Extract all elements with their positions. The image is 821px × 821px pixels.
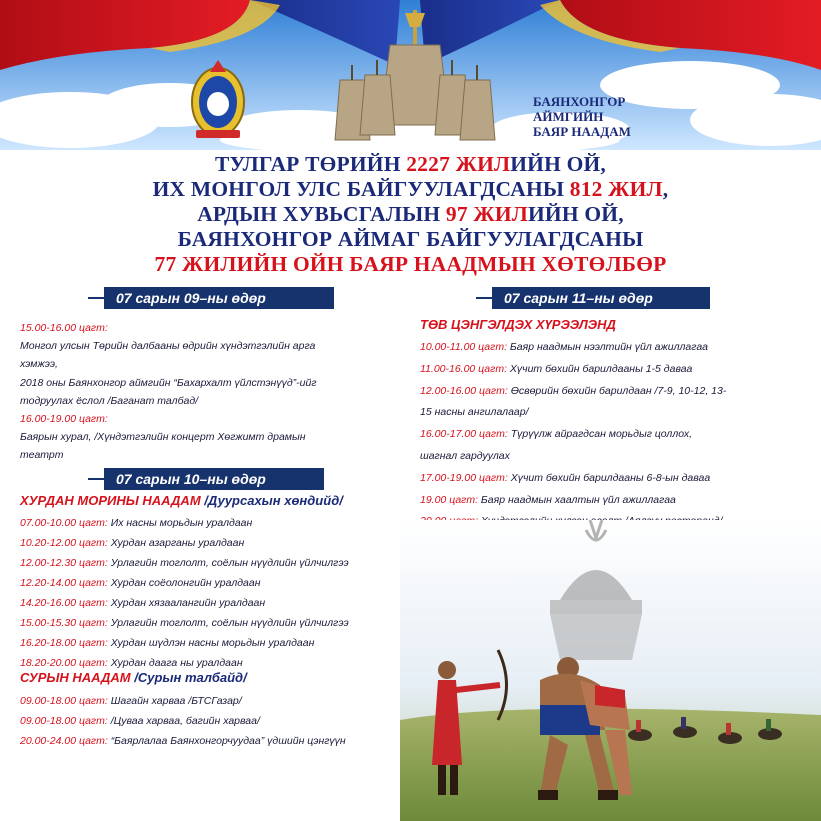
schedule-time: 16.20-18.00 цагт:: [20, 637, 111, 649]
schedule-text: Хурдан хязаалангийн уралдаан: [110, 597, 266, 609]
schedule-text: Баяр наадмын хаалтын үйл ажиллагаа: [480, 493, 676, 506]
schedule-line: [20, 446, 390, 464]
schedule-line: [20, 533, 410, 553]
schedule-line: [420, 359, 810, 381]
schedule-text: Хурдан соёолонгийн уралдаан: [110, 577, 261, 589]
schedule-text: Хүчит бөхийн барилдааны 6-8-ын даваа: [510, 471, 711, 484]
schedule-text: хэмжээ,: [20, 358, 58, 371]
schedule-time: 16.00-17.00 цагт:: [420, 428, 511, 441]
schedule-line: [20, 573, 410, 593]
headline-segment: 2227 ЖИЛ: [406, 152, 511, 176]
headline-segment: 97 ЖИЛ: [445, 202, 528, 226]
schedule-time: 20.00-24.00 цагт:: [20, 735, 111, 747]
schedule-text: Урлагийн тоглолт, соёлын нүүдлийн үйлчилгээ: [110, 557, 349, 569]
schedule-line: [20, 392, 390, 410]
schedule-line: [420, 490, 810, 512]
section1-name: ХУРДАН МОРИНЫ НААДАМ: [20, 493, 201, 508]
schedule-time: 18.20-20.00 цагт:: [20, 657, 111, 669]
headline-segment: АРДЫН ХУВЬСГАЛЫН: [197, 202, 446, 226]
schedule-text: Шагайн харваа /БТСГазар/: [110, 695, 242, 707]
schedule-text: Баярын хурал, /Хүндэтгэлийн концерт Хөгжимт драмын: [20, 431, 306, 444]
schedule-text: /Цуваа харваа, багийн харваа/: [110, 715, 260, 727]
day2-section2-title: [20, 670, 247, 685]
emblem-icon: [188, 58, 248, 140]
schedule-line: [420, 402, 810, 424]
section1-location: /Дуурсахын хөндийд/: [200, 493, 343, 508]
schedule-text: 2018 оны Баянхонгор аймгийн “Бахархалт үйлстэнүүд”-ийг: [20, 376, 317, 389]
schedule-time: 19.00 цагт:: [420, 493, 481, 506]
schedule-line: [20, 337, 390, 355]
corner-title-line: БАЯР НААДАМ: [533, 124, 631, 139]
schedule-line: [20, 613, 410, 633]
schedule-line: [420, 381, 810, 403]
schedule-line: [20, 711, 410, 731]
schedule-line: [20, 553, 410, 573]
headline-segment: БАЯНХОНГОР АЙМАГ БАЙГУУЛАГДСАНЫ: [177, 227, 644, 251]
schedule-line: [20, 513, 410, 533]
headline-line: [0, 227, 821, 252]
schedule-text: Хурдан азарганы уралдаан: [110, 537, 245, 549]
headline-segment: ТУЛГАР ТӨРИЙН: [215, 152, 407, 176]
schedule-time: 12.00-12.30 цагт:: [20, 557, 111, 569]
schedule-time: 15.00-16.00 цагт:: [20, 322, 108, 334]
schedule-time: 11.00-16.00 цагт:: [420, 362, 510, 375]
schedule-line: [20, 593, 410, 613]
headline-segment: ИХ МОНГОЛ УЛС БАЙГУУЛАГДСАНЫ: [152, 177, 570, 201]
schedule-text: шагнал гардуулах: [420, 449, 510, 462]
headline: [0, 152, 821, 277]
schedule-time: 10.00-11.00 цагт:: [420, 341, 510, 353]
schedule-line: [20, 633, 410, 653]
headline-line: [0, 177, 821, 202]
corner-title: [533, 94, 673, 139]
schedule-text: Хурдан даага ны уралдаан: [110, 657, 243, 669]
schedule-time: 09.00-18.00 цагт:: [20, 715, 111, 727]
schedule-text: Хүчит бөхийн барилдааны 1-5 даваа: [509, 362, 693, 375]
schedule-text: Урлагийн тоглолт, соёлын нүүдлийн үйлчилгээ: [110, 617, 349, 629]
schedule-text: тодруулах ёслол /Баганат талбад/: [20, 394, 199, 407]
schedule-time: 16.00-19.00 цагт:: [20, 413, 108, 426]
schedule-line: [20, 410, 390, 428]
schedule-text: “Баярлалаа Баянхонгорчуудаа” үдшийн цэнгүүн: [110, 735, 346, 747]
headline-segment: ,: [662, 177, 669, 201]
schedule-time: 15.00-15.30 цагт:: [20, 617, 111, 629]
schedule-line: [420, 337, 810, 359]
schedule-time: 17.00-19.00 цагт:: [420, 471, 511, 484]
headline-segment: 77 ЖИЛИЙН ОЙН: [154, 252, 350, 276]
day1-lines: [20, 319, 390, 465]
tug-banner-icon: [320, 5, 510, 150]
schedule-line: [420, 424, 810, 446]
headline-segment: БАЯР НААДМЫН ХӨТӨЛБӨР: [349, 252, 667, 276]
schedule-time: 12.20-14.00 цагт:: [20, 577, 111, 589]
corner-title-line: БАЯНХОНГОР АЙМГИЙН: [533, 94, 626, 124]
schedule-line: [20, 374, 390, 392]
day3-header: 07 сарын 11–ны өдөр: [492, 287, 710, 309]
festival-scene: [400, 520, 821, 821]
schedule-line: [420, 446, 810, 468]
schedule-text: Түрүүлж айрагдсан морьдыг цоллох,: [510, 428, 693, 441]
schedule-text: Хурдан шүдлэн насны морьдын уралдаан: [110, 637, 315, 649]
schedule-time: 10.20-12.00 цагт:: [20, 537, 111, 549]
schedule-line: [20, 355, 390, 373]
schedule-line: [20, 319, 390, 337]
day2-section2-lines: [20, 691, 410, 751]
schedule-text: Баяр наадмын нээлтийн үйл ажиллагаа: [509, 341, 708, 353]
schedule-time: 09.00-18.00 цагт:: [20, 695, 111, 707]
section2-location: /Сурын талбайд/: [130, 670, 247, 685]
schedule-text: Их насны морьдын уралдаан: [110, 517, 253, 529]
day3-lines: [420, 337, 810, 533]
schedule-time: 07.00-10.00 цагт:: [20, 517, 111, 529]
headline-segment: ИЙН ОЙ,: [510, 152, 606, 176]
section2-name: СУРЫН НААДАМ: [20, 670, 131, 685]
headline-line: [0, 202, 821, 227]
schedule-text: театрт: [20, 449, 64, 462]
schedule-line: [20, 731, 410, 751]
schedule-line: [20, 428, 390, 446]
headline-segment: ИЙН ОЙ,: [528, 202, 624, 226]
day3-section-title: ТӨВ ЦЭНГЭЛДЭХ ХҮРЭЭЛЭНД: [420, 317, 616, 332]
day2-header: 07 сарын 10–ны өдөр: [104, 468, 324, 490]
day2-section1-title: [20, 493, 343, 508]
schedule-text: Өсвөрийн бөхийн барилдаан /7-9, 10-12, 13-: [510, 384, 727, 397]
headline-line: [0, 252, 821, 277]
schedule-line: [420, 468, 810, 490]
schedule-text: 15 насны ангилалаар/: [420, 406, 529, 419]
schedule-time: 14.20-16.00 цагт:: [20, 597, 111, 609]
day1-header: 07 сарын 09–ны өдөр: [104, 287, 334, 309]
schedule-text: Монгол улсын Төрийн далбааны өдрийн хүндэтгэлийн арга: [20, 340, 316, 353]
schedule-line: [20, 691, 410, 711]
schedule-time: 12.00-16.00 цагт:: [420, 384, 511, 397]
headline-line: [0, 152, 821, 177]
headline-segment: 812 ЖИЛ: [569, 177, 663, 201]
day2-section1-lines: [20, 513, 410, 673]
